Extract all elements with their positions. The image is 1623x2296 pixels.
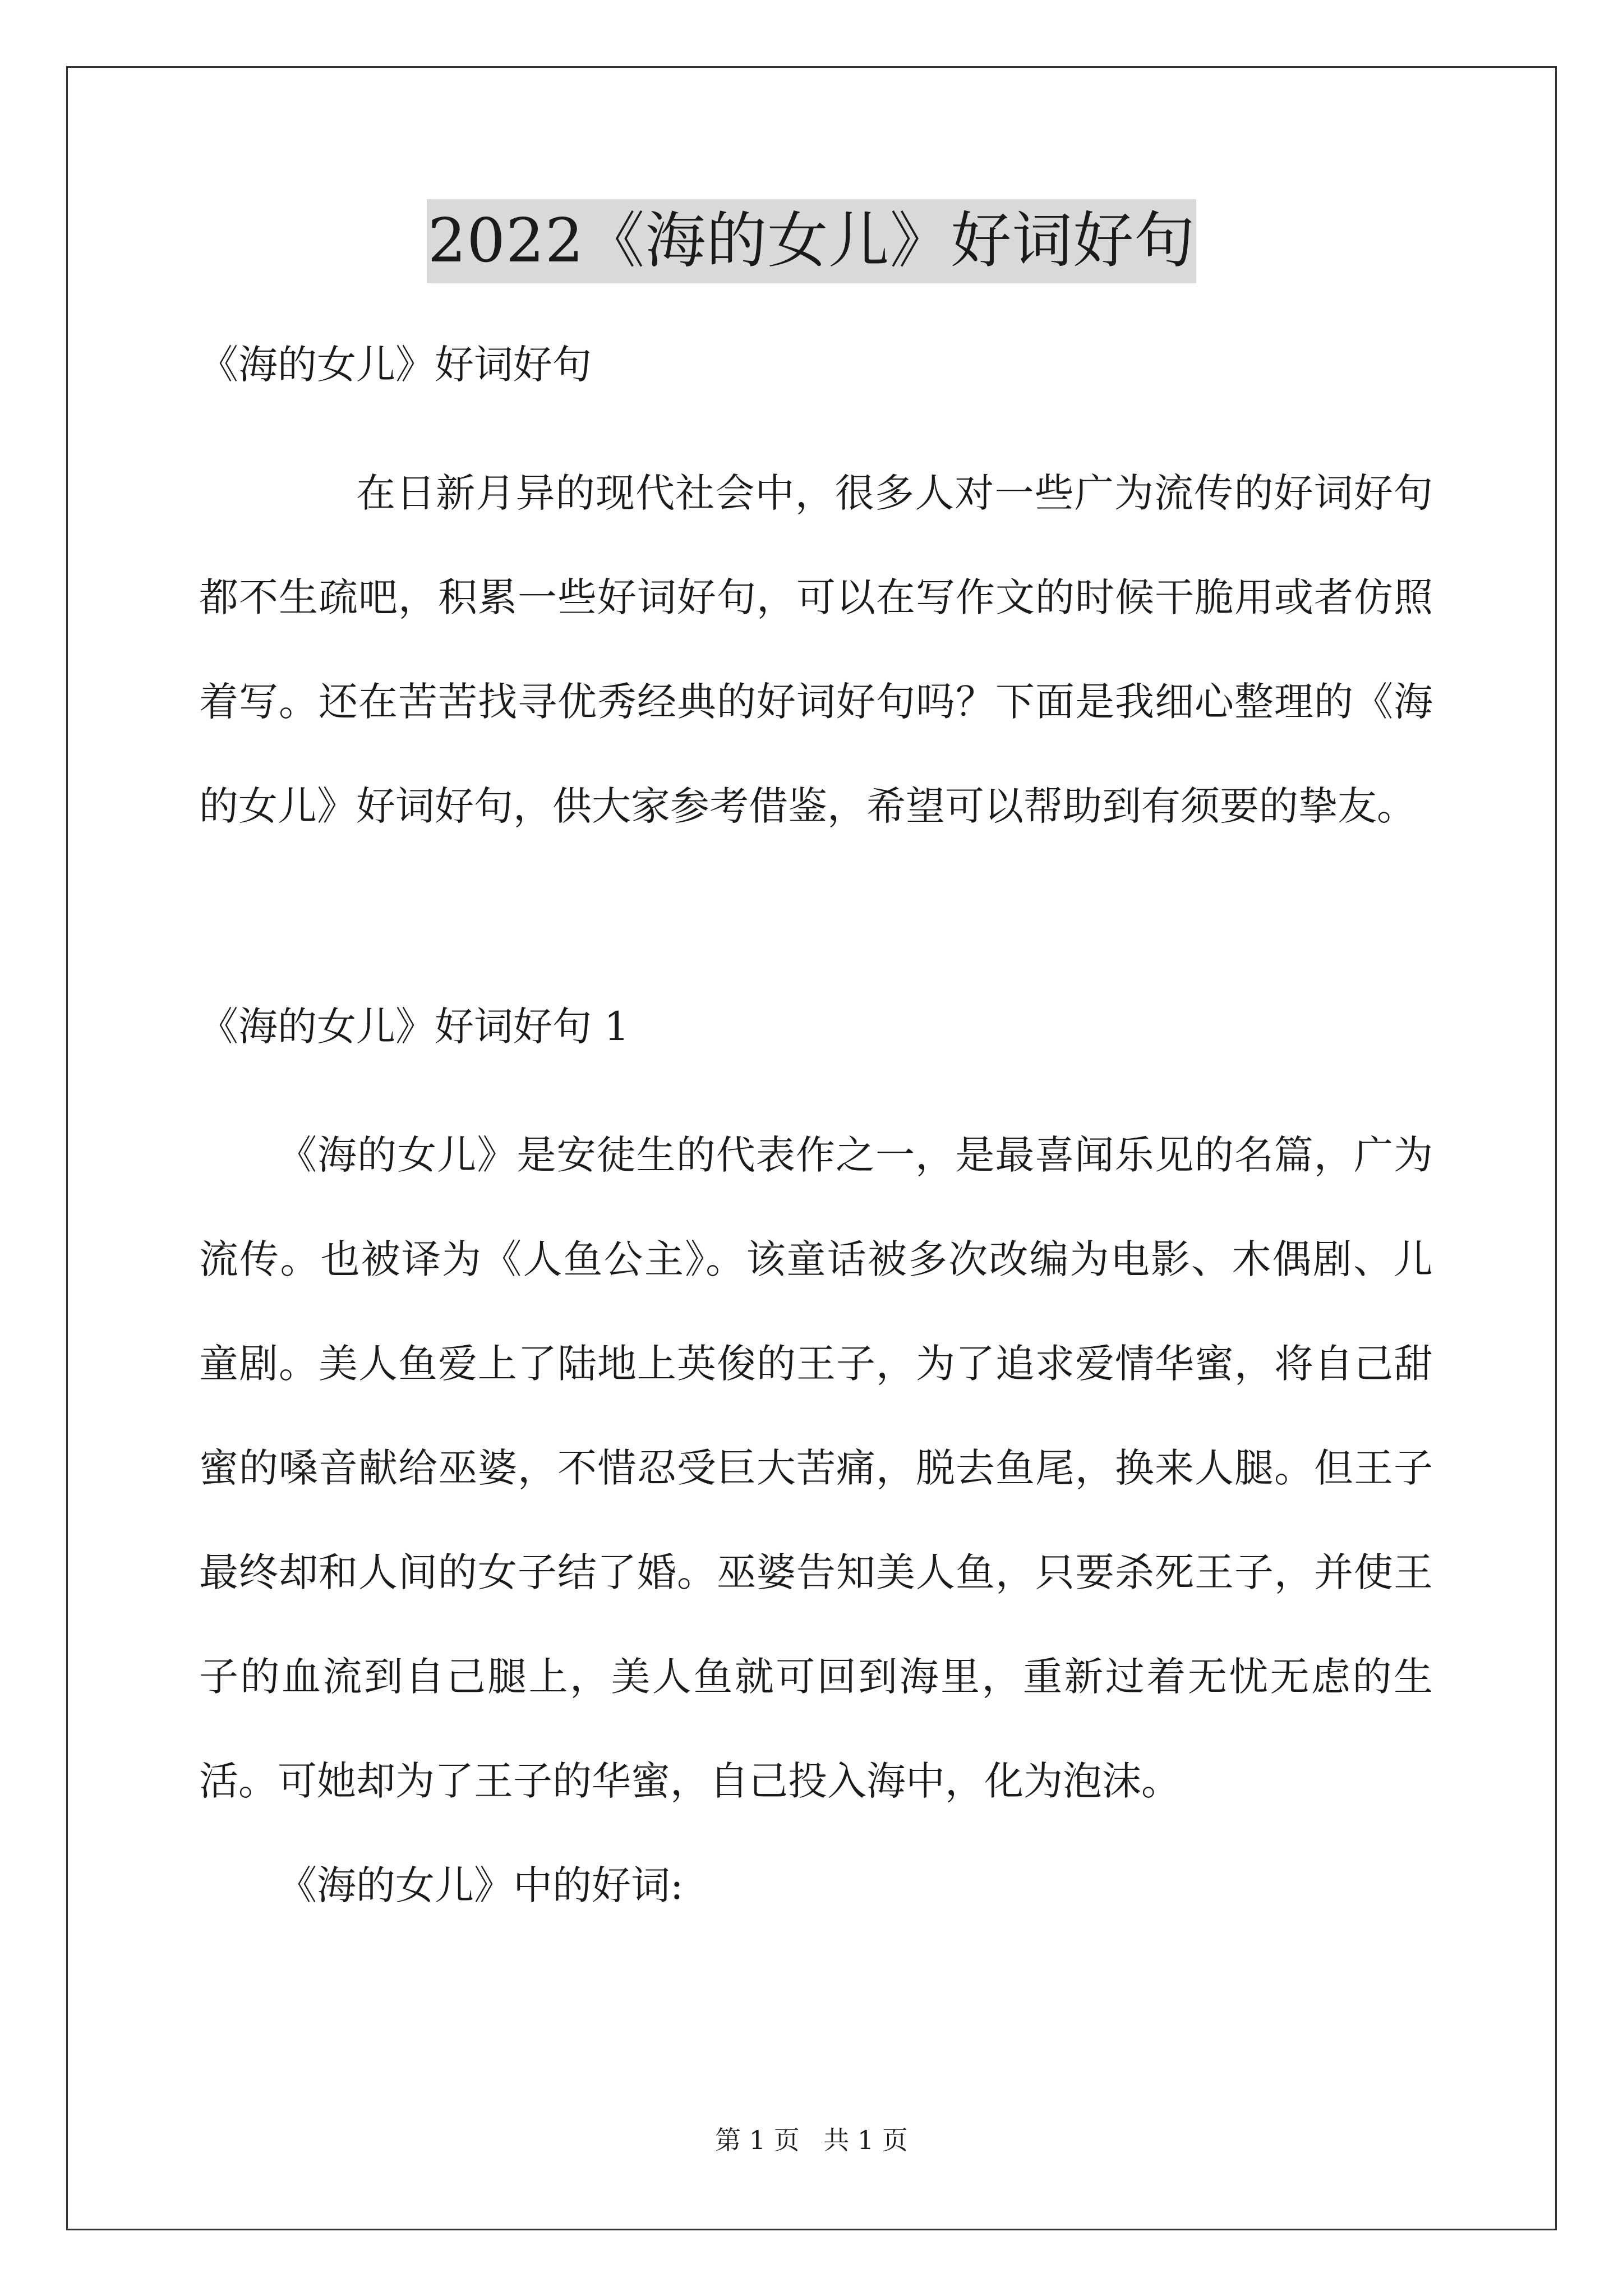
page-number: 第 1 页 xyxy=(715,2125,800,2155)
good-words-label: 《海的女儿》中的好词: xyxy=(278,1862,684,1908)
section-heading: 《海的女儿》好词好句 1 xyxy=(199,1004,629,1050)
subtitle-heading: 《海的女儿》好词好句 xyxy=(199,342,592,388)
page-total: 共 1 页 xyxy=(823,2125,908,2155)
document-title: 2022《海的女儿》好词好句 xyxy=(427,199,1197,283)
spacer xyxy=(199,1055,1433,1103)
intro-paragraph: 在日新月异的现代社会中，很多人对一些广为流传的好词好句都不生疏吧，积累一些好词好句，可以在写作文的时候干脆用或者仿照着写。还在苦苦找寻优秀经典的好词好句吗？下面是我细心整理的《海的女儿》好词好句，供大家参考借鉴，希望可以帮助到有须要的挚友。 xyxy=(199,470,1433,829)
document-body xyxy=(199,337,1433,1938)
page-footer xyxy=(0,2123,1623,2157)
title-container xyxy=(0,199,1623,283)
spacer xyxy=(199,858,1433,999)
spacer xyxy=(199,393,1433,441)
section-paragraph: 《海的女儿》是安徒生的代表作之一，是最喜闻乐见的名篇，广为流传。也被译为《人鱼公主》。该童话被多次改编为电影、木偶剧、儿童剧。美人鱼爱上了陆地上英俊的王子，为了追求爱情华蜜，将自己甜蜜的嗓音献给巫婆，不惜忍受巨大苦痛，脱去鱼尾，换来人腿。但王子最终却和人间的女子结了婚。巫婆告知美人鱼，只要杀死王子，并使王子的血流到自己腿上，美人鱼就可回到海里，重新过着无忧无虑的生活。可她却为了王子的华蜜，自己投入海中，化为泡沫。 xyxy=(199,1132,1433,1804)
